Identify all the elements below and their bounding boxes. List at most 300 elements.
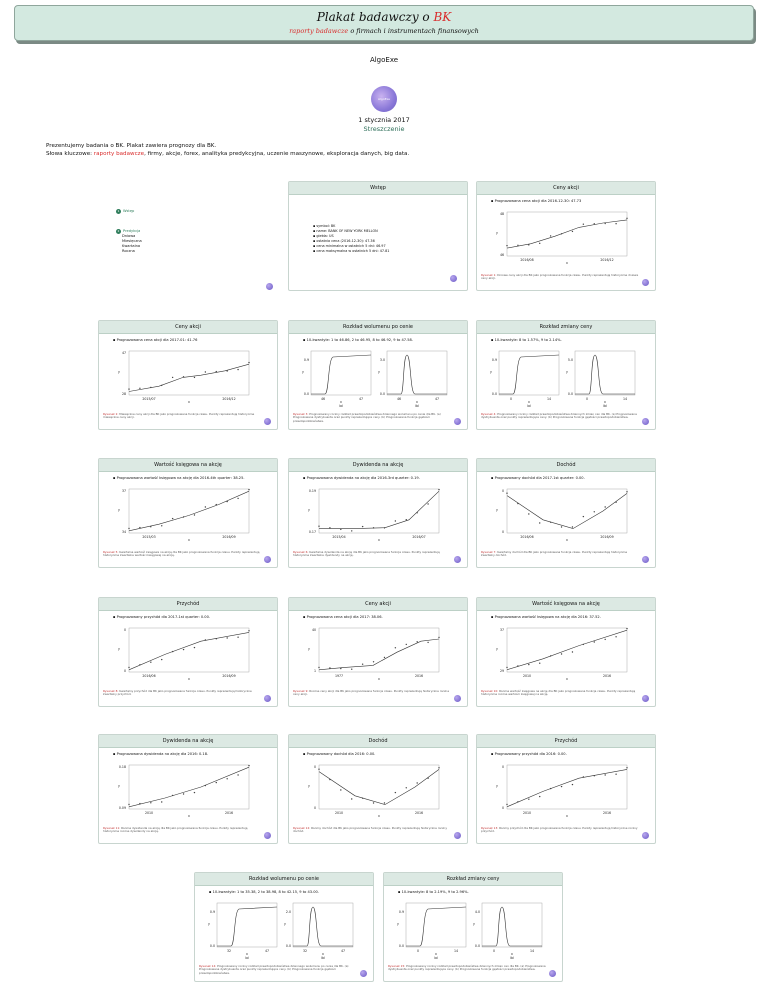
chart — [99, 624, 279, 684]
y-axis-label: y — [302, 370, 304, 374]
panel-bullet: ▪ Prognozowana cena akcji dla 2017-01: 41.76 — [113, 338, 277, 342]
data-point — [237, 369, 238, 370]
data-point — [128, 528, 129, 529]
data-point — [226, 370, 227, 371]
data-point — [139, 803, 140, 804]
nav-dot-icon[interactable] — [454, 832, 461, 839]
toc — [116, 209, 142, 254]
data-point — [626, 628, 627, 629]
data-point — [528, 799, 529, 800]
data-point — [416, 782, 417, 783]
x-tick: 14 — [546, 397, 552, 401]
data-point — [406, 519, 407, 520]
plot-frame — [406, 903, 466, 947]
chart — [99, 485, 279, 545]
plot-frame — [319, 628, 439, 672]
plot-frame — [217, 903, 277, 947]
data-point — [550, 235, 551, 236]
y-axis-label: y — [284, 922, 286, 926]
y-tick: 46 — [499, 253, 504, 257]
x-axis-label: x — [378, 677, 380, 681]
panel-15 — [383, 872, 563, 982]
intro-list: ▪ symbol: BK ▪ name: BANK OF NEW YORK MELLON ▪ giełda: US ▪ ostatnia cena (2016-12-30): 47.36 ▪ cena minimalna w ostatnich 5 dni: 46.97 ▪ cena maksymalna w ostatnich 5 dni: 47.81 — [313, 224, 389, 254]
x-tick: 2015/03 — [142, 535, 156, 539]
data-point — [248, 489, 249, 490]
plot-frame — [499, 351, 559, 395]
data-point — [248, 630, 249, 631]
y-tick: 4.0 — [474, 910, 480, 914]
poster-subtitle: raporty badawcze o firmach i instrumentach finansowych — [289, 27, 479, 35]
forecast-line — [129, 632, 249, 669]
y-tick: 0.9 — [303, 358, 309, 362]
data-point — [517, 245, 518, 246]
y-tick: 0.0 — [379, 392, 385, 396]
nav-dot-icon[interactable] — [642, 279, 649, 286]
x-tick: 46 — [320, 397, 326, 401]
y-tick: 0 — [313, 765, 316, 769]
plot-frame — [482, 903, 542, 947]
x-tick: 2016/12 — [222, 397, 236, 401]
x-tick: 2016/12 — [600, 258, 614, 262]
panel-title: Ceny akcji — [477, 182, 655, 195]
data-point — [517, 665, 518, 666]
y-axis-label: y — [490, 370, 492, 374]
panel-4 — [476, 320, 656, 430]
intro-panel — [288, 181, 468, 291]
subfigure-label: (a) — [338, 404, 344, 407]
data-point — [194, 514, 195, 515]
y-tick: 0.0 — [303, 392, 309, 396]
data-point — [373, 802, 374, 803]
panel-title: Wartość księgowa na akcję — [477, 598, 655, 611]
data-point — [427, 778, 428, 779]
poster-header — [14, 5, 754, 41]
y-tick: 0.0 — [209, 944, 215, 948]
panel-5 — [98, 458, 278, 568]
data-point — [194, 792, 195, 793]
data-point — [161, 659, 162, 660]
data-point — [139, 664, 140, 665]
chart — [99, 347, 279, 407]
y-tick: 37 — [499, 628, 504, 632]
subfigure-label: (a) — [244, 956, 250, 959]
figure-caption: Rysunek 11: Roczna dywidenda na akcję dla BK jako prognozowana funkcja czasu. Punkty reprezentują historyczne roczne dywidendy na akcję. — [103, 826, 248, 834]
panel-bullet: ▪ 10-kwantyle: 1 to 46.86, 2 to 46.95, 8 to 46.92, 9 to 47.58. — [303, 338, 467, 342]
x-axis-label: x — [511, 952, 513, 956]
y-tick: 0.19 — [308, 489, 316, 493]
data-point — [362, 664, 363, 665]
data-point — [150, 526, 151, 527]
forecast-line — [129, 767, 249, 807]
panel-title: Rozkład wolumenu po cenie — [195, 873, 373, 886]
nav-dot-icon[interactable] — [642, 556, 649, 563]
chart — [477, 485, 657, 545]
data-point — [572, 526, 573, 527]
subfigure-label: (b) — [509, 956, 515, 959]
data-point — [615, 774, 616, 775]
nav-dot-icon[interactable] — [454, 556, 461, 563]
x-tick: 0 — [492, 949, 496, 953]
nav-dot-icon[interactable] — [454, 695, 461, 702]
data-point — [506, 667, 507, 668]
x-tick: 2010 — [144, 811, 154, 815]
toc-sub-2[interactable]: Miesięczna — [122, 239, 142, 243]
y-tick: 48 — [499, 212, 504, 216]
forecast-line — [507, 493, 627, 528]
panel-10 — [476, 597, 656, 707]
data-point — [139, 527, 140, 528]
data-point — [438, 637, 439, 638]
panel-9 — [288, 597, 468, 707]
nav-dot-icon[interactable] — [549, 970, 556, 977]
data-point — [216, 638, 217, 639]
x-tick: 2016 — [224, 811, 234, 815]
x-axis-label: x — [416, 400, 418, 404]
chart — [99, 761, 279, 821]
y-axis-label: y — [473, 922, 475, 926]
chart — [289, 624, 469, 684]
y-tick: 0.0 — [491, 392, 497, 396]
date: 1 stycznia 2017 — [358, 116, 410, 124]
data-point — [183, 649, 184, 650]
x-axis-label: x — [322, 952, 324, 956]
data-point — [183, 376, 184, 377]
panel-title: Ceny akcji — [289, 598, 467, 611]
y-axis-label: y — [308, 508, 310, 512]
toc-sub-1[interactable]: Dniowa — [122, 234, 136, 238]
chart — [477, 347, 657, 407]
figure-caption: Rysunek 5: Kwartalna wartość księgowa na akcję dla BK jako prognozowana funkcja czasu. Punkty reprezentują historyczne kwartalne wartości księgowej na akcję. — [103, 550, 260, 558]
data-point — [416, 641, 417, 642]
intro-panel-title: Wstęp — [289, 182, 467, 195]
data-point — [572, 651, 573, 652]
figure-caption: Rysunek 8: Kwartalny przychód dla BK jako prognozowana funkcja czasu. Punkty reprezentują historyczne kwartalny przychód. — [103, 689, 252, 697]
figure-caption: Rysunek 15: Prognozowany roczny rozkład prawdopodobieństwa dziennych zmian cen dla BK. (a) Prognozowana dystrybuanta oraz punkty reprezentujące ceny. (b) Prognozowana funkcja gęstości prawdopodobieństwa. — [388, 964, 546, 972]
data-point — [172, 651, 173, 652]
plot-frame — [507, 212, 627, 256]
toc-sub-3[interactable]: Kwartalna — [122, 244, 141, 248]
x-tick: 47 — [434, 397, 440, 401]
data-point — [604, 774, 605, 775]
y-tick: 29 — [499, 669, 504, 673]
forecast-line — [319, 491, 439, 528]
y-tick: 0.0 — [567, 392, 573, 396]
data-point — [205, 639, 206, 640]
x-tick: 2016/09 — [222, 674, 236, 678]
x-axis-label: x — [604, 400, 606, 404]
y-tick: 0 — [123, 628, 126, 632]
subfigure-label: (a) — [433, 956, 439, 959]
data-point — [594, 511, 595, 512]
data-point — [237, 498, 238, 499]
subfigure-label: (b) — [602, 404, 608, 407]
nav-dot-icon[interactable] — [642, 695, 649, 702]
y-tick: 0.9 — [398, 910, 404, 914]
y-axis-label: y — [566, 370, 568, 374]
cdf-curve — [499, 355, 559, 394]
nav-dot-icon[interactable] — [360, 970, 367, 977]
y-tick: 0.0 — [285, 944, 291, 948]
data-point — [604, 639, 605, 640]
plot-frame — [387, 351, 447, 395]
chart — [477, 761, 657, 821]
nav-dot-icon[interactable] — [642, 832, 649, 839]
data-point — [395, 792, 396, 793]
nav-dot-icon[interactable] — [264, 832, 271, 839]
y-tick: 0 — [501, 489, 504, 493]
data-point — [550, 788, 551, 789]
data-point — [248, 362, 249, 363]
forecast-line — [507, 630, 627, 670]
x-axis-label: x — [188, 538, 190, 542]
figure-caption: Rysunek 2: Miesięczne ceny akcji dla BK jako prognozowana funkcja czasu. Punkty reprezentują historyczne miesięczne ceny akcji. — [103, 412, 255, 420]
nav-dot-icon[interactable] — [450, 275, 457, 282]
data-point — [194, 647, 195, 648]
x-tick: 2010 — [522, 674, 532, 678]
panel-7 — [476, 458, 656, 568]
data-point — [373, 527, 374, 528]
chart — [289, 761, 469, 821]
toc-item-intro[interactable]: 1 Wstęp — [117, 209, 135, 213]
panel-title: Przychód — [99, 598, 277, 611]
data-point — [216, 782, 217, 783]
data-point — [128, 388, 129, 389]
x-tick: 1977 — [334, 674, 344, 678]
poster-title: Plakat badawczy o BK — [316, 10, 452, 24]
data-point — [384, 802, 385, 803]
y-tick: 0 — [501, 806, 504, 810]
plot-frame — [507, 765, 627, 809]
data-point — [406, 644, 407, 645]
y-axis-label: y — [118, 784, 120, 788]
panel-bullet: ▪ Prognozowany przychód dla 2017-1st quarter: 0.00. — [113, 615, 277, 619]
panel-bullet: ▪ Prognozowana cena akcji dla 2016-12-30: 47.73 — [491, 199, 655, 203]
data-point — [340, 529, 341, 530]
data-point — [237, 774, 238, 775]
data-point — [561, 233, 562, 234]
x-tick: 2010 — [334, 811, 344, 815]
chart — [289, 485, 469, 545]
forecast-line — [319, 769, 439, 804]
panel-8 — [98, 597, 278, 707]
panel-3 — [288, 320, 468, 430]
data-point — [183, 793, 184, 794]
data-point — [506, 245, 507, 246]
data-point — [194, 377, 195, 378]
x-tick: 2016 — [602, 674, 612, 678]
panel-13 — [476, 734, 656, 844]
plot-frame — [319, 489, 439, 533]
data-point — [384, 657, 385, 658]
subfigure-label: (a) — [526, 404, 532, 407]
nav-dot-icon[interactable] — [264, 418, 271, 425]
x-axis-label: x — [188, 400, 190, 404]
data-point — [373, 661, 374, 662]
figure-caption: Rysunek 10: Roczna wartość księgowa na akcję dla BK jako prognozowana funkcja czasu. Punkty reprezentują historyczne roczne wartości księgowej na akcję. — [481, 689, 636, 697]
panel-bullet: ▪ Prognozowana wartość księgowa na akcję dla 2016-4th quarter: 38.25. — [113, 476, 277, 480]
panel-12 — [288, 734, 468, 844]
figure-caption: Rysunek 6: Kwartalna dywidenda na akcję dla BK jako prognozowana funkcja czasu. Punkty reprezentują historyczne kwartalne dywidendy na akcję. — [293, 550, 440, 558]
data-point — [416, 512, 417, 513]
data-point — [615, 636, 616, 637]
x-axis-label: x — [528, 400, 530, 404]
nav-dot-icon[interactable] — [642, 418, 649, 425]
data-point — [583, 224, 584, 225]
y-axis-label: y — [378, 370, 380, 374]
x-tick: 2016/09 — [222, 535, 236, 539]
chart — [384, 899, 564, 959]
cdf-curve — [311, 355, 371, 394]
data-point — [128, 804, 129, 805]
data-point — [427, 503, 428, 504]
data-point — [604, 506, 605, 507]
author: AlgoExe — [369, 56, 399, 64]
panel-bullet: ▪ Prognozowana cena akcji dla 2017: 38.06. — [303, 615, 467, 619]
y-tick: 3.0 — [379, 358, 385, 362]
panel-bullet: ▪ Prognozowany przychód dla 2016: 0.00. — [491, 752, 655, 756]
panel-bullet: ▪ Prognozowana dywidenda na akcję dla 2016: 0.18. — [113, 752, 277, 756]
data-point — [626, 491, 627, 492]
data-point — [506, 493, 507, 494]
forecast-line — [319, 639, 439, 670]
x-tick: 2016 — [414, 674, 424, 678]
panel-title: Ceny akcji — [99, 321, 277, 334]
data-point — [517, 503, 518, 504]
data-point — [517, 801, 518, 802]
forecast-line — [129, 364, 249, 391]
data-point — [172, 377, 173, 378]
data-point — [438, 767, 439, 768]
chart — [195, 899, 375, 959]
pdf-curve — [482, 907, 542, 946]
y-axis-label: y — [308, 784, 310, 788]
data-point — [172, 795, 173, 796]
data-point — [351, 798, 352, 799]
toc-item-prediction[interactable]: 2 Predykcja — [117, 229, 141, 233]
toc-sub-4[interactable]: Roczna — [122, 249, 135, 253]
x-tick: 32 — [226, 949, 232, 953]
nav-dot-icon[interactable] — [264, 556, 271, 563]
algoexe-logo: AlgoExe — [371, 86, 397, 112]
pdf-curve — [387, 355, 447, 394]
panel-title: Dywidenda na akcję — [99, 735, 277, 748]
data-point — [539, 796, 540, 797]
x-axis-label: x — [188, 677, 190, 681]
chart — [289, 347, 469, 407]
data-point — [561, 786, 562, 787]
y-tick: 1 — [313, 669, 316, 673]
x-tick: 46 — [396, 397, 402, 401]
pdf-curve — [575, 355, 635, 394]
data-point — [329, 667, 330, 668]
panel-bullet: ▪ 10-kwantyle: 1 to 35.38, 2 to 38.98, 8 to 42.15, 9 to 43.00. — [209, 890, 373, 894]
data-point — [216, 371, 217, 372]
data-point — [594, 775, 595, 776]
figure-caption: Rysunek 4: Prognozowany roczny rozkład prawdopodobieństwa dziennych zmian cen dla BK. (a) Prognozowana dystrybuanta oraz punkty reprezentujące ceny. (b) Prognozowana funkcja gęstości prawdopodobieństwa. — [481, 412, 637, 420]
y-axis-label: y — [496, 647, 498, 651]
data-point — [395, 647, 396, 648]
x-tick: 2016/07 — [412, 535, 426, 539]
x-tick: 14 — [529, 949, 535, 953]
x-tick: 2015/04 — [332, 535, 346, 539]
panel-bullet: ▪ Prognozowany dochód dla 2017-1st quarter: 0.00. — [491, 476, 655, 480]
data-point — [550, 522, 551, 523]
x-tick: 2016/08 — [520, 258, 534, 262]
x-axis-label: x — [566, 677, 568, 681]
y-tick: 34 — [121, 530, 126, 534]
data-point — [528, 244, 529, 245]
y-tick: 2.0 — [285, 910, 291, 914]
y-tick: 37 — [121, 489, 126, 493]
data-point — [539, 663, 540, 664]
plot-frame — [129, 489, 249, 533]
chart — [477, 208, 657, 268]
y-axis-label: y — [208, 922, 210, 926]
cdf-curve — [217, 907, 277, 946]
nav-dot-icon[interactable] — [264, 695, 271, 702]
y-tick: 0.09 — [118, 806, 126, 810]
panel-title: Rozkład zmiany ceny — [384, 873, 562, 886]
data-point — [340, 789, 341, 790]
data-point — [539, 522, 540, 523]
panel-11 — [98, 734, 278, 844]
y-axis-label: y — [118, 508, 120, 512]
x-axis-label: x — [188, 814, 190, 818]
figure-caption: Rysunek 7: Kwartalny dochód dla BK jako prognozowana funkcja czasu. Punkty reprezentują historyczne kwartalny dochód. — [481, 550, 628, 558]
data-point — [226, 501, 227, 502]
pdf-curve — [293, 907, 353, 946]
y-tick: 0.0 — [398, 944, 404, 948]
x-tick: 2015/07 — [142, 397, 156, 401]
y-tick: 40 — [311, 628, 316, 632]
x-axis-label: x — [566, 538, 568, 542]
y-tick: 0.0 — [474, 944, 480, 948]
nav-dot-icon[interactable] — [454, 418, 461, 425]
intro-line: Prezentujemy badania o BK. Plakat zawiera prognozy dla BK. — [46, 143, 217, 149]
data-point — [248, 765, 249, 766]
y-tick: 28 — [121, 392, 126, 396]
data-point — [561, 653, 562, 654]
x-tick: 2010 — [522, 811, 532, 815]
data-point — [318, 667, 319, 668]
x-axis-label: x — [378, 814, 380, 818]
y-axis-label: y — [496, 508, 498, 512]
x-axis-label: x — [340, 400, 342, 404]
panel-title: Wartość księgowa na akcję — [99, 459, 277, 472]
x-tick: 2016 — [414, 811, 424, 815]
data-point — [183, 516, 184, 517]
chart — [477, 624, 657, 684]
x-tick: 0 — [585, 397, 589, 401]
panel-title: Przychód — [477, 735, 655, 748]
plot-frame — [507, 489, 627, 533]
data-point — [615, 223, 616, 224]
figure-caption: Rysunek 9: Roczne ceny akcji dla BK jako prognozowana funkcja czasu. Punkty reprezentują historyczne roczne ceny akcji. — [293, 689, 450, 697]
data-point — [351, 530, 352, 531]
nav-dot-icon[interactable] — [266, 283, 273, 290]
panel-title: Dywidenda na akcję — [289, 459, 467, 472]
x-tick: 14 — [622, 397, 628, 401]
data-point — [237, 637, 238, 638]
data-point — [528, 513, 529, 514]
panel-title: Dochód — [289, 735, 467, 748]
panel-2 — [98, 320, 278, 430]
data-point — [205, 371, 206, 372]
data-point — [226, 778, 227, 779]
data-point — [128, 667, 129, 668]
data-point — [572, 784, 573, 785]
y-tick: 0 — [123, 669, 126, 673]
